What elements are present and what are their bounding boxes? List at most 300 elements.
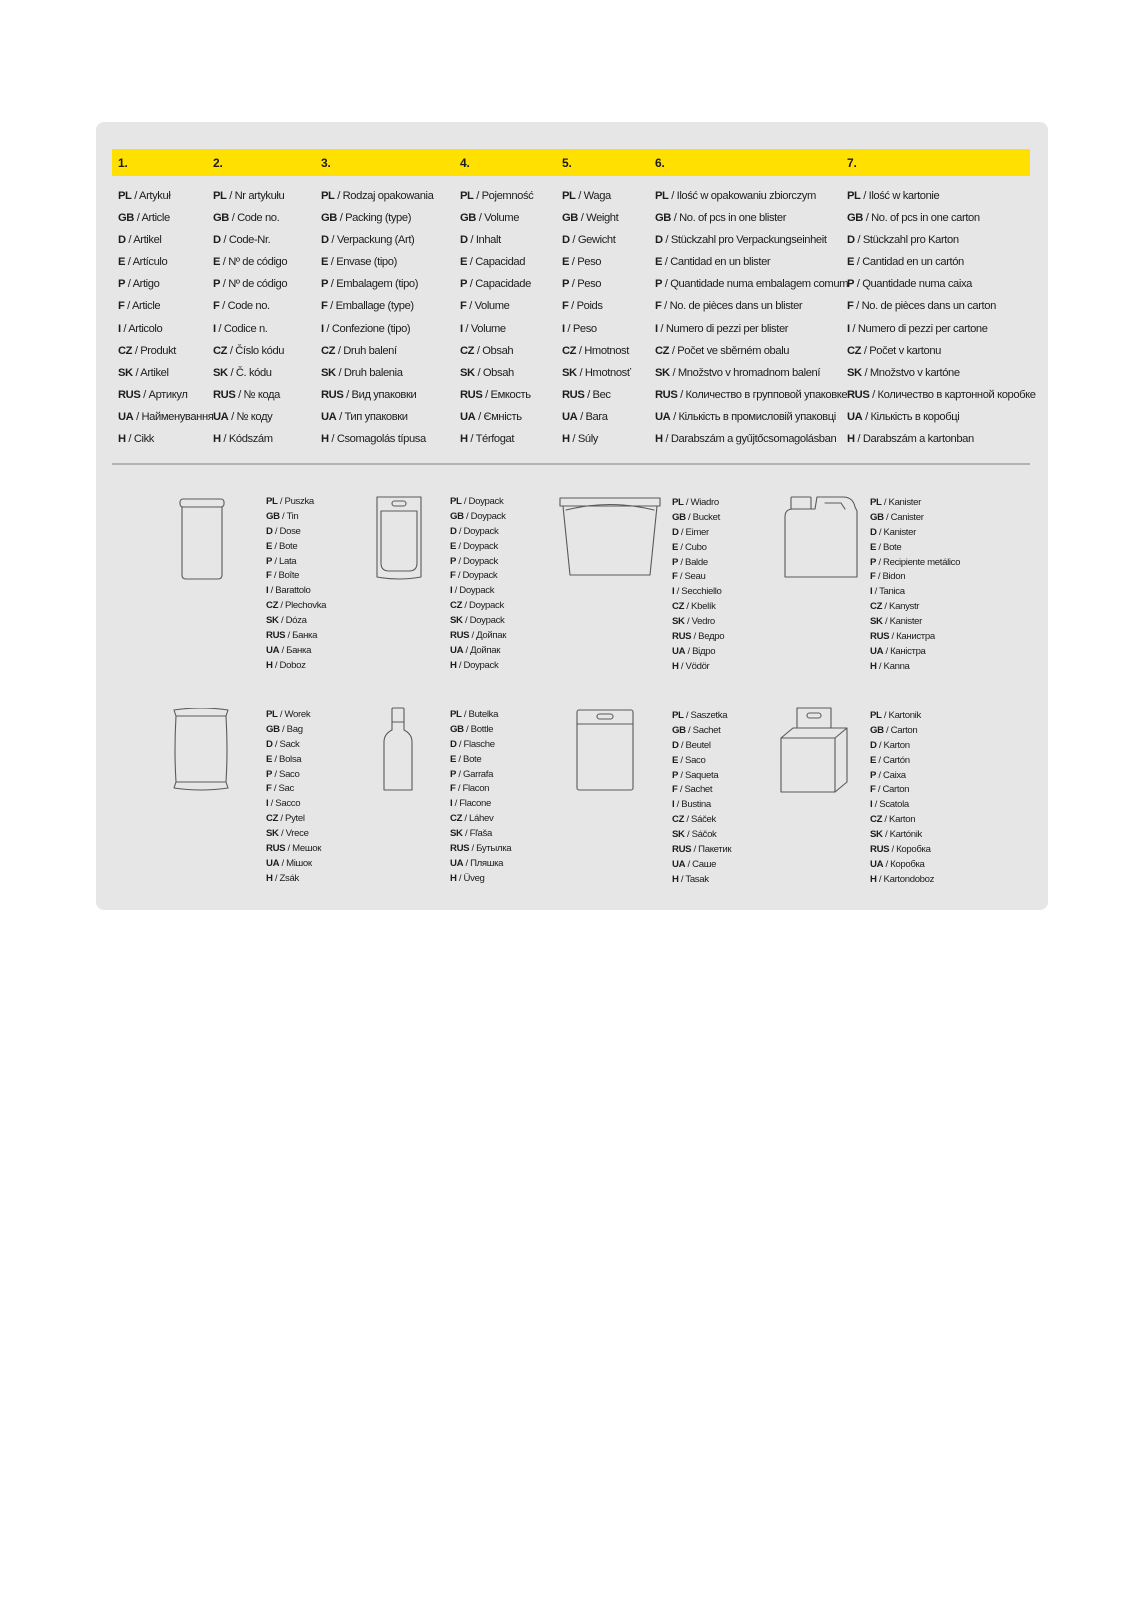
translation-text: Stückzahl pro Karton — [862, 234, 959, 247]
translation-row — [266, 525, 326, 540]
language-code: PL — [672, 710, 684, 721]
language-code: H — [870, 660, 877, 672]
language-code: UA — [562, 410, 578, 423]
separator: / — [685, 645, 693, 657]
separator: / — [861, 366, 870, 379]
translation-row — [321, 340, 433, 362]
translation-row — [870, 630, 960, 645]
translation-text: Bote — [463, 753, 482, 765]
translation-row — [213, 295, 287, 317]
translation-row — [672, 570, 724, 585]
language-code: GB — [562, 212, 578, 225]
translation-row — [118, 318, 213, 340]
translation-row — [118, 295, 213, 317]
translation-row — [870, 813, 934, 828]
separator: / — [674, 586, 682, 598]
translation-row — [460, 251, 533, 273]
separator: / — [132, 366, 141, 379]
translation-row — [266, 723, 321, 738]
language-code: D — [672, 739, 679, 751]
language-code: RUS — [460, 388, 483, 401]
language-code: D — [847, 234, 855, 247]
translation-text: Мішок — [286, 857, 312, 869]
translation-row — [118, 207, 213, 229]
translation-row — [266, 644, 326, 659]
translation-row — [847, 406, 1036, 428]
translation-row — [672, 660, 724, 675]
language-code: H — [847, 433, 855, 446]
translation-text: Garrafa — [463, 768, 494, 780]
language-code: P — [562, 278, 570, 291]
translation-text: Obsah — [482, 344, 514, 357]
translation-text: Vrece — [285, 828, 309, 840]
translation-row — [847, 340, 1036, 362]
translation-row — [870, 570, 960, 585]
translation-text: Artigo — [132, 278, 160, 291]
translation-text: Kartonik — [888, 710, 921, 721]
translation-row — [460, 318, 533, 340]
translation-text: Cantidad en un cartón — [862, 256, 964, 269]
separator: / — [691, 631, 699, 643]
separator: / — [569, 256, 578, 269]
translation-row — [266, 857, 321, 872]
translation-row — [450, 525, 506, 540]
bag-names — [266, 708, 321, 887]
translation-row — [321, 428, 433, 450]
translation-row — [450, 540, 506, 555]
language-code: GB — [450, 723, 464, 735]
translation-text: Weight — [586, 212, 619, 225]
translation-text: Kartondoboz — [883, 873, 935, 885]
translation-row — [672, 828, 731, 843]
language-code: D — [266, 525, 273, 537]
translation-text: Quantidade numa caixa — [862, 278, 972, 291]
separator: / — [882, 616, 890, 628]
language-code: P — [655, 278, 663, 291]
language-code: PL — [655, 190, 669, 202]
column-4-list — [460, 185, 533, 450]
language-code: PL — [321, 190, 335, 202]
language-code: P — [118, 278, 126, 291]
translation-row — [321, 207, 433, 229]
translation-text: Емкость — [490, 388, 531, 401]
translation-row — [460, 295, 533, 317]
translation-row — [562, 384, 631, 406]
separator: / — [684, 601, 692, 613]
translation-row — [870, 843, 934, 858]
column-1-list — [118, 185, 213, 450]
separator: / — [133, 410, 142, 423]
separator: / — [455, 783, 463, 795]
separator: / — [657, 322, 666, 335]
separator: / — [133, 212, 142, 225]
translation-text: Poids — [576, 300, 603, 313]
separator: / — [876, 660, 884, 672]
tin-icon — [178, 497, 226, 586]
language-code: GB — [672, 511, 686, 523]
separator: / — [670, 410, 679, 423]
language-code: GB — [847, 212, 863, 225]
translation-row — [460, 428, 533, 450]
language-code: RUS — [450, 843, 470, 855]
column-6-list — [655, 185, 848, 450]
separator: / — [272, 525, 280, 537]
translation-row — [672, 630, 724, 645]
separator: / — [883, 645, 891, 657]
translation-text: Sack — [279, 738, 300, 750]
translation-row — [213, 362, 287, 384]
separator: / — [323, 322, 332, 335]
language-code: CZ — [672, 601, 685, 613]
language-code: CZ — [118, 344, 133, 357]
canister-icon — [781, 495, 861, 586]
language-code: SK — [870, 616, 883, 628]
bag-icon — [172, 708, 230, 797]
translation-row — [870, 724, 934, 739]
translation-text: Doypack — [462, 570, 498, 582]
translation-row — [562, 295, 631, 317]
translation-text: Saqueta — [685, 769, 719, 781]
translation-row — [870, 526, 960, 541]
language-code: RUS — [321, 388, 344, 401]
language-code: UA — [213, 410, 229, 423]
column-2-list — [213, 185, 287, 450]
separator: / — [849, 322, 858, 335]
separator: / — [278, 615, 286, 627]
translation-row — [672, 511, 724, 526]
column-header-bar — [112, 149, 1030, 176]
language-code: SK — [847, 366, 862, 379]
translation-text: Doypack — [463, 525, 499, 537]
separator: / — [662, 433, 671, 446]
translation-row — [450, 510, 506, 525]
translation-text: Térfogat — [475, 433, 515, 446]
translation-row — [847, 273, 1036, 295]
translation-row — [655, 340, 848, 362]
language-code: F — [213, 300, 220, 313]
translation-row — [213, 406, 287, 428]
translation-text: Balde — [685, 556, 708, 568]
translation-text: Codice n. — [223, 322, 268, 335]
translation-row — [118, 362, 213, 384]
separator: / — [226, 190, 235, 202]
translation-row — [450, 708, 511, 723]
translation-row — [870, 585, 960, 600]
translation-text: Carton — [882, 784, 910, 796]
separator: / — [678, 754, 686, 766]
translation-text: No. of pcs in one carton — [871, 212, 980, 225]
translation-text: Artikel — [133, 234, 162, 247]
translation-text: Банка — [292, 630, 318, 642]
separator: / — [278, 600, 286, 612]
separator: / — [125, 433, 134, 446]
translation-row — [450, 842, 511, 857]
translation-row — [450, 812, 511, 827]
separator: / — [854, 234, 863, 247]
translation-row — [460, 229, 533, 251]
translation-text: Flasche — [463, 738, 495, 750]
language-code: GB — [870, 724, 884, 736]
separator: / — [272, 753, 280, 765]
language-code: F — [870, 784, 876, 796]
language-code: RUS — [655, 388, 678, 401]
language-code: RUS — [870, 844, 890, 856]
separator: / — [872, 799, 880, 811]
translation-text: Вид упаковки — [351, 388, 417, 401]
separator: / — [279, 644, 287, 656]
translation-row — [870, 798, 934, 813]
separator: / — [670, 212, 680, 225]
translation-row — [672, 541, 724, 556]
translation-text: Дойпак — [470, 644, 501, 656]
language-code: E — [266, 753, 273, 765]
sachet-icon — [575, 708, 635, 797]
language-code: P — [870, 769, 877, 781]
translation-row — [321, 406, 433, 428]
separator: / — [678, 873, 686, 885]
translation-text: Peso — [577, 256, 602, 269]
translation-text: Hmotnost — [584, 344, 629, 357]
translation-row — [450, 768, 511, 783]
language-code: P — [672, 556, 679, 568]
language-code: H — [655, 433, 663, 446]
translation-text: Bottle — [470, 723, 494, 735]
separator: / — [125, 234, 134, 247]
translation-text: Doypack — [463, 540, 498, 552]
language-code: E — [213, 256, 221, 269]
sachet-names — [672, 709, 731, 888]
translation-text: Code-Nr. — [228, 234, 271, 247]
translation-row — [870, 541, 960, 556]
language-code: RUS — [870, 631, 890, 643]
translation-text: Коробка — [890, 858, 925, 870]
language-code: CZ — [266, 600, 279, 612]
translation-row — [118, 251, 213, 273]
translation-row — [655, 295, 848, 317]
translation-row — [460, 340, 533, 362]
language-code: P — [321, 278, 329, 291]
separator: / — [576, 366, 585, 379]
language-code: F — [672, 571, 678, 583]
translation-row — [266, 599, 326, 614]
translation-row — [562, 406, 631, 428]
translation-row — [655, 428, 848, 450]
language-code: P — [460, 278, 468, 291]
translation-row — [213, 207, 287, 229]
translation-text: Capacidade — [475, 278, 531, 291]
translation-text: Bucket — [692, 511, 720, 523]
translation-row — [672, 843, 731, 858]
section-divider — [112, 463, 1030, 465]
translation-text: Volume — [470, 322, 506, 335]
translation-text: Article — [141, 212, 170, 225]
language-code: PL — [266, 496, 278, 507]
language-code: H — [672, 873, 679, 885]
doypack-names — [450, 495, 506, 674]
separator: / — [678, 769, 686, 781]
translation-row — [655, 406, 848, 428]
separator: / — [683, 497, 691, 508]
translation-row — [847, 207, 1036, 229]
separator: / — [569, 234, 578, 247]
separator: / — [131, 190, 140, 202]
separator: / — [336, 410, 345, 423]
language-code: PL — [450, 496, 462, 507]
translation-text: Eimer — [685, 526, 709, 538]
separator: / — [467, 256, 476, 269]
language-code: PL — [460, 190, 474, 202]
bottle-names — [450, 708, 511, 887]
language-code: SK — [266, 828, 279, 840]
language-code: I — [450, 798, 453, 810]
separator: / — [456, 525, 464, 537]
language-code: UA — [266, 644, 280, 656]
separator: / — [685, 858, 693, 870]
translation-row — [672, 600, 724, 615]
language-code: I — [266, 585, 269, 597]
translation-text: Volume — [474, 300, 510, 313]
translation-row — [450, 555, 506, 570]
tin-names — [266, 495, 326, 674]
translation-row — [870, 783, 934, 798]
separator: / — [883, 724, 891, 736]
translation-text: Waga — [583, 190, 611, 202]
separator: / — [452, 798, 460, 810]
translation-row — [847, 362, 1036, 384]
translation-text: Sacco — [275, 798, 301, 810]
translation-text: Darabszám a gyűjtőcsomagolásban — [670, 433, 837, 446]
translation-text: Бутылка — [476, 843, 512, 855]
translation-row — [266, 827, 321, 842]
separator: / — [882, 829, 890, 841]
language-code: I — [847, 322, 850, 335]
translation-row — [266, 614, 326, 629]
translation-text: Code no. — [227, 300, 270, 313]
translation-text: Bolsa — [279, 753, 302, 765]
translation-text: Nr artykułu — [234, 190, 285, 202]
separator: / — [456, 659, 464, 671]
translation-row — [870, 600, 960, 615]
language-code: D — [655, 234, 663, 247]
language-code: E — [266, 540, 273, 552]
separator: / — [228, 212, 238, 225]
translation-text: Cartón — [883, 754, 910, 766]
language-code: E — [562, 256, 570, 269]
language-code: I — [118, 322, 121, 335]
separator: / — [577, 212, 587, 225]
language-code: F — [672, 784, 678, 796]
language-code: RUS — [213, 388, 236, 401]
translation-row — [213, 229, 287, 251]
translation-row — [847, 229, 1036, 251]
separator: / — [467, 278, 476, 291]
separator: / — [220, 234, 229, 247]
language-code: F — [847, 300, 854, 313]
separator: / — [568, 300, 577, 313]
translation-text: № кода — [243, 388, 281, 401]
language-code: UA — [655, 410, 671, 423]
translation-text: Vedro — [691, 616, 715, 628]
separator: / — [564, 322, 573, 335]
separator: / — [285, 630, 293, 642]
language-code: GB — [213, 212, 229, 225]
language-code: SK — [321, 366, 336, 379]
language-code: I — [672, 586, 675, 598]
translation-row — [672, 556, 724, 571]
language-code: H — [321, 433, 329, 446]
translation-text: Вес — [592, 388, 611, 401]
translation-row — [450, 614, 506, 629]
language-code: GB — [672, 724, 686, 736]
language-code: H — [266, 659, 273, 671]
translation-text: Nº de código — [228, 256, 288, 269]
language-code: SK — [655, 366, 670, 379]
separator: / — [876, 769, 884, 781]
separator: / — [876, 873, 884, 885]
language-code: CZ — [450, 813, 463, 825]
separator: / — [881, 497, 889, 508]
separator: / — [678, 556, 686, 568]
translation-row — [672, 873, 731, 888]
translation-text: Worek — [284, 709, 311, 720]
translation-text: Tasak — [685, 873, 709, 885]
translation-row — [450, 599, 506, 614]
translation-row — [562, 229, 631, 251]
translation-row — [213, 318, 287, 340]
translation-text: Confezione (tipo) — [331, 322, 411, 335]
language-code: SK — [266, 615, 279, 627]
translation-row — [321, 318, 433, 340]
separator: / — [862, 212, 872, 225]
translation-row — [213, 273, 287, 295]
language-code: P — [266, 768, 273, 780]
language-code: PL — [870, 497, 882, 508]
translation-text: Кількість в коробці — [870, 410, 960, 423]
separator: / — [327, 300, 336, 313]
separator: / — [456, 768, 464, 780]
separator: / — [124, 300, 132, 313]
separator: / — [876, 739, 884, 751]
language-code: E — [672, 754, 679, 766]
translation-row — [450, 644, 506, 659]
translation-row — [870, 769, 934, 784]
translation-row — [450, 723, 511, 738]
translation-text: Каністра — [890, 645, 926, 657]
separator: / — [219, 300, 228, 313]
translation-row — [118, 273, 213, 295]
translation-text: Caixa — [883, 769, 906, 781]
separator: / — [854, 433, 863, 446]
translation-text: Пакетик — [698, 844, 732, 856]
translation-text: Найменування — [141, 410, 214, 423]
translation-text: Doypack — [470, 510, 506, 522]
translation-text: Druh balenia — [343, 366, 403, 379]
translation-text: Obsah — [482, 366, 514, 379]
language-code: SK — [450, 828, 463, 840]
translation-row — [655, 362, 848, 384]
translation-text: Seau — [684, 571, 706, 583]
language-code: H — [672, 660, 679, 672]
translation-text: Pytel — [285, 813, 305, 825]
translation-row — [655, 318, 848, 340]
separator: / — [467, 433, 476, 446]
translation-row — [450, 827, 511, 842]
separator: / — [853, 300, 862, 313]
translation-row — [321, 362, 433, 384]
translation-text: Канистра — [896, 631, 935, 643]
separator: / — [883, 511, 891, 523]
translation-text: Inhalt — [475, 234, 501, 247]
